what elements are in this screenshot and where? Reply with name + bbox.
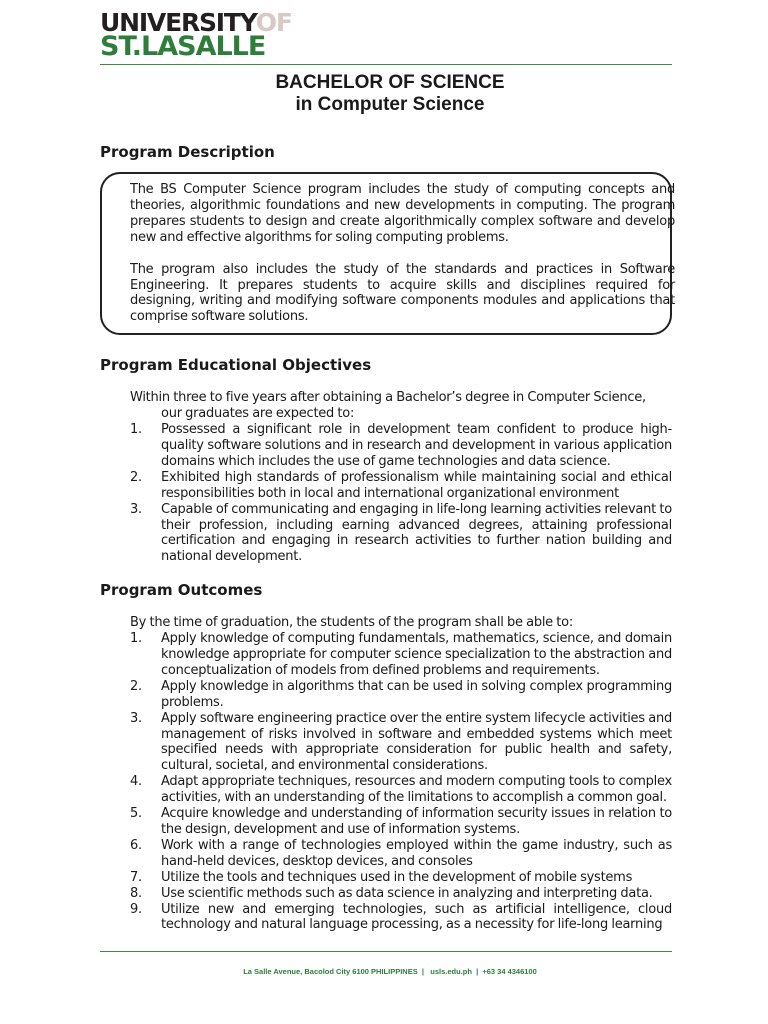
list-item: 3. Apply software engineering practice over the entire system lifecycle activities and management of risks involved in software and embedded systems which meet specified needs with appropriate consideration for public health and safety, cultural, societal, and environmental considerations. <box>130 710 672 774</box>
objectives-text <box>100 390 672 565</box>
list-item: 4. Adapt appropriate techniques, resources and modern computing tools to complex activities, with an understanding of the limitations to accomplish a common goal. <box>130 774 672 806</box>
logo-line2: ST.LASALLE <box>100 31 266 62</box>
title-line1: BACHELOR OF SCIENCE <box>275 72 505 93</box>
description-text <box>130 182 675 325</box>
list-item: 8. Use scientific methods such as data science in analyzing and interpreting data. <box>130 885 653 901</box>
outcomes-text <box>100 615 672 933</box>
list-item: 9. Utilize new and emerging technologies, such as artificial intelligence, cloud technology and natural language processing, as a necessity for life-long learning <box>130 901 672 933</box>
title-line2: in Computer Science <box>295 94 485 115</box>
logo-line1: UNIVERSITY <box>100 8 256 37</box>
description-paragraph: The program also includes the study of the standards and practices in Software Engineering. It prepares students to acquire skills and disciplines required for designing, writing and modifying software components modules and applications that comprise software solutions. <box>130 261 675 325</box>
footer-contact: La Salle Avenue, Bacolod City 6100 PHILIPPINES | usls.edu.ph | +63 34 4346100 <box>243 967 537 977</box>
objectives-intro: Within three to five years after obtaining a Bachelor’s degree in Computer Science, <box>130 390 646 406</box>
university-logo <box>100 8 672 62</box>
list-item: 7. Utilize the tools and techniques used in the development of mobile systems <box>130 869 633 885</box>
list-item: 6. Work with a range of technologies employed within the game industry, such as hand-held devices, desktop devices, and consoles <box>130 837 672 869</box>
list-item: 1. Possessed a significant role in development team confident to produce high-quality software solutions and in research and development in various application domains which includes the use of game technologies and data science. <box>130 422 672 469</box>
outcomes-list <box>130 631 672 933</box>
footer-divider <box>100 951 672 952</box>
list-item: 1. Apply knowledge of computing fundamentals, mathematics, science, and domain knowledge appropriate for computer science specialization to the abstraction and conceptualization of models from defined problems and requirements. <box>130 631 672 678</box>
objectives-intro-2: our graduates are expected to: <box>161 406 355 422</box>
outcomes-intro: By the time of graduation, the students of the program shall be able to: <box>130 615 573 631</box>
logo-of: OF <box>255 8 292 37</box>
list-item: 3. Capable of communicating and engaging in life-long learning activities relevant to their profession, including earning advanced degrees, attaining professional certification and engaging in research activities to further nation building and national development. <box>130 501 672 565</box>
header-divider <box>100 64 672 65</box>
page-title <box>100 72 672 116</box>
outcomes-heading: Program Outcomes <box>100 581 263 600</box>
list-item: 5. Acquire knowledge and understanding of information security issues in relation to the design, development and use of information systems. <box>130 806 672 837</box>
description-box <box>100 172 675 335</box>
objectives-list <box>130 422 672 565</box>
list-item: 2. Apply knowledge in algorithms that can be used in solving complex programming problems. <box>130 678 672 710</box>
description-heading: Program Description <box>100 143 275 161</box>
list-item: 2. Exhibited high standards of professionalism while maintaining social and ethical responsibilities both in local and international organizational environment <box>130 469 672 501</box>
objectives-heading: Program Educational Objectives <box>100 356 372 375</box>
description-paragraph: The BS Computer Science program includes the study of computing concepts and theories, algorithmic foundations and new developments in computing. The program prepares students to design and create algorithmically complex software and develop new and effective algorithms for soling computing problems. <box>130 182 675 245</box>
